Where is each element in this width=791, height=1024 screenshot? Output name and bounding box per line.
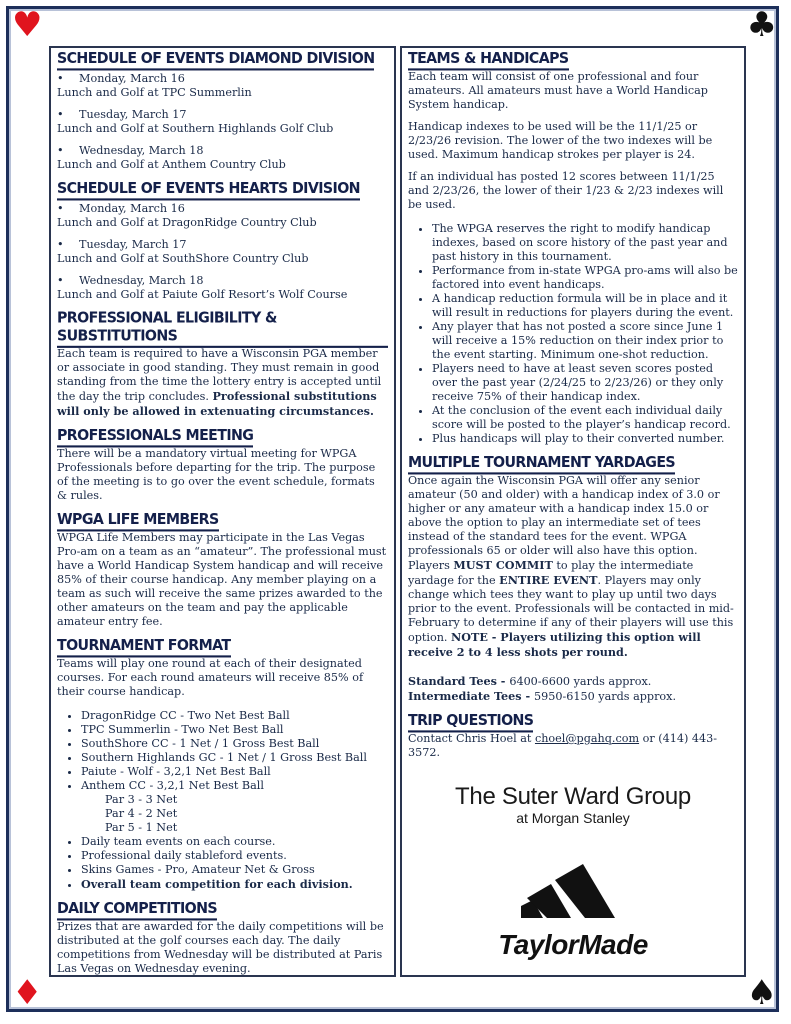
club-suit-icon: ♣ [746,5,777,45]
list-item: • Plus handicaps will play to their converted number. [432,432,738,446]
diamond-schedule-section [57,51,388,172]
teams-text: If an individual has posted 12 scores between 11/1/25 and 2/23/26, the lower of their 1/23 & 2/23 indexes will be used. [408,170,724,211]
sponsor-logos [408,783,738,960]
list-item: Par 3 - 3 Net [105,793,178,806]
event-item: • Tuesday, March 17 Lunch and Golf at Southern Highlands Golf Club [57,108,388,136]
par-list [81,793,388,835]
teams-handicaps-section [408,51,738,446]
list-item: • DragonRidge CC - Two Net Best Ball [81,709,388,723]
suter-ward-logo: The Suter Ward Group [455,783,691,810]
list-item: • Anthem CC - 3,2,1 Net Best Ball [81,779,388,793]
daily-competitions-section [57,901,388,976]
suter-ward-subtitle: at Morgan Stanley [516,810,630,826]
email-link[interactable]: choel@pgahq.com [534,732,640,745]
list-item: • Paiute - Wolf - 3,2,1 Net Best Ball [81,765,388,779]
hearts-schedule-section [57,181,388,302]
eligibility-section [57,311,388,419]
section-title: TOURNAMENT FORMAT [57,638,231,658]
section-title: DAILY COMPETITIONS [57,901,217,921]
section-title: SCHEDULE OF EVENTS DIAMOND DIVISION [57,51,374,71]
list-item: • Skins Games - Pro, Amateur Net & Gross [81,863,388,877]
list-item: Par 5 - 1 Net [105,821,178,834]
meeting-text: There will be a mandatory virtual meeting for WPGA Professionals before departing for the trip. The purpose of the meeting is to go over the event schedule, formats & rules. [57,447,376,502]
standard-tees: Standard Tees - 6400-6600 yards approx. [408,674,652,688]
event-item: • Wednesday, March 18 Lunch and Golf at Paiute Golf Resort’s Wolf Course [57,274,388,302]
yardages-section [408,455,738,704]
list-item: • Professional daily stableford events. [81,849,388,863]
list-item: • Performance from in-state WPGA pro-ams will also be factored into event handicaps. [432,264,738,292]
meeting-section [57,428,388,503]
yardages-text: Once again the Wisconsin PGA will offer any senior amateur (50 and older) with a handicap index of 3.0 or higher or any amateur with a handicap index 15.0 or above the option to play an intermediate set of tees instead of the standard tees for the event. WPGA professionals 65 or older will also have this option. Players MUST COMMIT to play the intermediate yardage for the ENTIRE EVENT. Players may only change which tees they want to play up until two days prior to the event. Professionals will be contacted in mid-February to determine if any of their players will use this option. NOTE - Players utilizing this option will receive 2 to 4 less shots per round. [408,474,734,659]
section-title: TRIP QUESTIONS [408,713,533,733]
teams-text: Each team will consist of one professional and four amateurs. All amateurs must have a World Handicap System handicap. [408,70,708,111]
intermediate-tees: Intermediate Tees - 5950-6150 yards approx. [408,689,677,703]
list-item: • A handicap reduction formula will be in place and it will result in reductions for players during the event. [432,292,738,320]
heart-suit-icon: ♥ [12,5,43,45]
trip-questions-section [408,713,738,760]
list-item: • SouthShore CC - 1 Net / 1 Gross Best Ball [81,737,388,751]
event-item: • Monday, March 16 Lunch and Golf at DragonRidge Country Club [57,202,388,230]
spade-suit-icon: ♠ [746,973,777,1013]
event-item: • Monday, March 16 Lunch and Golf at TPC Summerlin [57,72,388,100]
event-item: • Tuesday, March 17 Lunch and Golf at SouthShore Country Club [57,238,388,266]
list-item: • At the conclusion of the event each individual daily score will be posted to the player’s handicap record. [432,404,738,432]
contact-text: Contact Chris Hoel at choel@pgahq.com or (414) 443-3572. [408,732,718,759]
eligibility-text: Each team is required to have a Wisconsin PGA member or associate in good standing. They must remain in good standing from the time the lottery entry is accepted until the day the trip concludes. Professional substitutions will only be allowed in extenuating circumstances. [57,347,382,418]
section-title: MULTIPLE TOURNAMENT YARDAGES [408,455,675,475]
list-item: • Players need to have at least seven scores posted over the past year (2/24/25 to 2/23/26) or they only receive 75% of their handicap index. [432,362,738,404]
teams-text: Handicap indexes to be used will be the 11/1/25 or 2/23/26 revision. The lower of the two indexes will be used. Maximum handicap strokes per player is 24. [408,120,713,161]
section-title: SCHEDULE OF EVENTS HEARTS DIVISION [57,181,360,201]
list-item: • Any player that has not posted a score since June 1 will receive a 15% reduction on their index prior to the event starting. Minimum one-shot reduction. [432,320,738,362]
life-members-text: WPGA Life Members may participate in the Las Vegas Pro-am on a team as an “amateur”. The professional must have a World Handicap System handicap and will receive 85% of their course handicap. Any member playing on a team as such will receive the same prizes awarded to the other amateurs on the team and pay the applicable amateur entry fee. [57,531,387,628]
list-item: • Daily team events on each course. [81,835,388,849]
taylormade-logo: TaylorMade [498,929,648,960]
list-item: • TPC Summerlin - Two Net Best Ball [81,723,388,737]
section-title: TEAMS & HANDICAPS [408,51,569,71]
list-item: • Overall team competition for each division. [81,877,388,892]
right-column [400,46,746,977]
section-title: WPGA LIFE MEMBERS [57,512,219,532]
section-title: PROFESSIONALS MEETING [57,428,253,448]
tournament-format-section [57,638,388,892]
daily-text: Prizes that are awarded for the daily competitions will be distributed at the golf courses each day. The daily competitions from Wednesday will be distributed at Paris Las Vegas on Wednesday evening. [57,920,384,975]
list-item: • The WPGA reserves the right to modify handicap indexes, based on score history of the past year and past history in this tournament. [432,222,738,264]
event-item: • Wednesday, March 18 Lunch and Golf at Anthem Country Club [57,144,388,172]
life-members-section [57,512,388,629]
section-title: PROFESSIONAL ELIGIBILITY & SUBSTITUTIONS [57,310,388,348]
left-column [49,46,396,977]
format-text: Teams will play one round at each of their designated courses. For each round amateurs will receive 85% of their course handicap. [57,657,364,698]
format-list [57,709,388,892]
adidas-logo-icon [521,854,625,918]
diamond-suit-icon: ♦ [12,973,43,1013]
handicap-rules-list [408,222,738,446]
list-item: Par 4 - 2 Net [105,807,178,820]
list-item: • Southern Highlands GC - 1 Net / 1 Gross Best Ball [81,751,388,765]
